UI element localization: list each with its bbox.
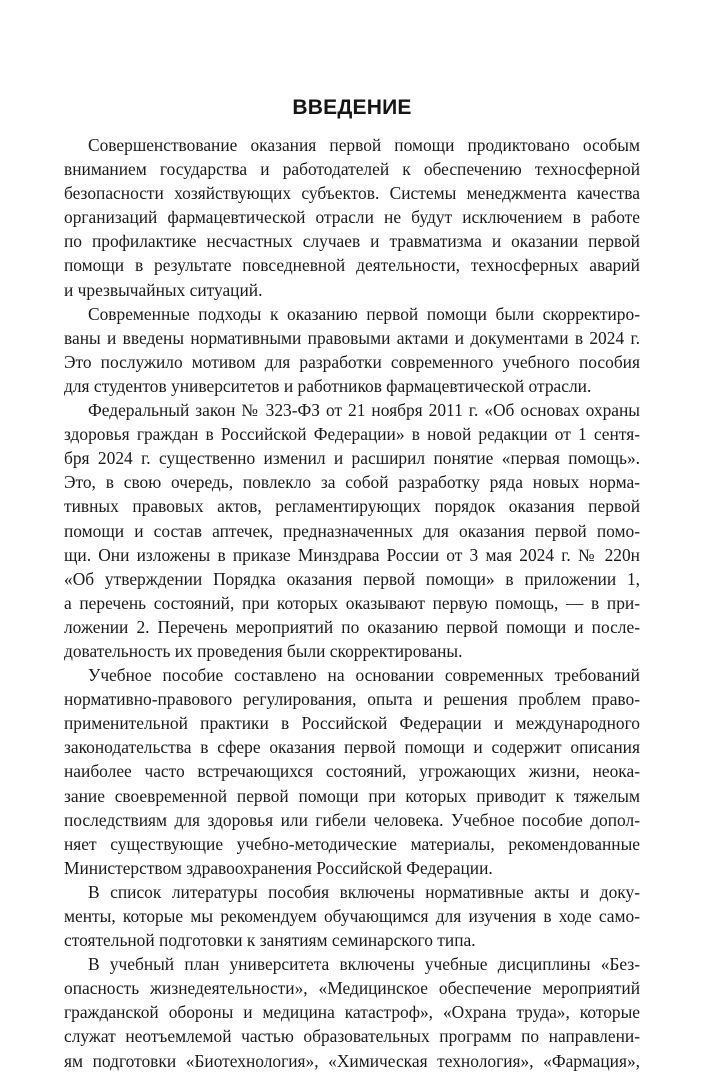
text-line: стоятельной подготовки к занятиям семинарского типа. — [64, 930, 476, 951]
text-line: менты, которые мы рекомендуем обучающимся для изучения в ходе само- — [64, 906, 640, 926]
text-line: няет существующие учебно-методические материалы, рекомендованные — [64, 833, 640, 854]
text-line: и чрезвычайных ситуаций. — [64, 279, 263, 300]
text-line: Это послужило мотивом для разработки современного учебного пособия — [64, 351, 640, 372]
paragraph-2 — [64, 302, 640, 398]
text-line: служат неотъемлемой частью образовательных программ по направлени- — [64, 1026, 640, 1047]
text-line: В учебный план университета включены учебные дисциплины «Без- — [88, 954, 640, 975]
page-title: ВВЕДЕНИЕ — [292, 96, 412, 119]
text-line: В список литературы пособия включены нормативные акты и доку- — [88, 881, 640, 902]
paragraph-6 — [64, 952, 640, 1072]
text-line: довательность их проведения были скорректированы. — [64, 640, 463, 661]
text-line: зание своевременной первой помощи при которых приводит к тяжелым — [64, 785, 640, 806]
text-line: применительной практики в Российской Федерации и международного — [64, 713, 640, 734]
text-line: последствиям для здоровья или гибели человека. Учебное пособие допол- — [64, 809, 640, 830]
text-line: по профилактике несчастных случаев и травматизма и оказании первой — [64, 231, 640, 252]
text-line: для студентов университетов и работников фармацевтической отрасли. — [64, 375, 592, 396]
text-line: законодательства в сфере оказания первой помощи и содержит описания — [64, 737, 640, 758]
text-line: помощи в результате повседневной деятельности, техносферных аварий — [64, 255, 640, 276]
text-line: «Об утверждении Порядка оказания первой помощи» в приложении 1, — [64, 568, 640, 589]
text-line: наиболее часто встречающихся состояний, угрожающих жизни, неока- — [64, 761, 640, 782]
body-text — [64, 133, 640, 1073]
text-line: опасность жизнедеятельности», «Медицинское обеспечение мероприятий — [64, 978, 640, 999]
text-line: гражданской обороны и медицина катастроф», «Охрана труда», которые — [64, 1002, 640, 1023]
text-line: Это, в свою очередь, повлекло за собой разработку ряда новых норма- — [64, 472, 640, 493]
text-line: Современные подходы к оказанию первой помощи были скорректиро- — [88, 303, 640, 324]
text-line: Федеральный закон № 323-ФЗ от 21 ноября 2011 г. «Об основах охраны — [88, 400, 640, 421]
text-line: а перечень состояний, при которых оказывают первую помощь, — в при- — [64, 592, 640, 613]
text-line: ложении 2. Перечень мероприятий по оказанию первой помощи и после- — [64, 616, 640, 637]
text-line: здоровья граждан в Российской Федерации» в новой редакции от 1 сентя- — [64, 424, 640, 445]
paragraph-1 — [64, 133, 640, 302]
text-line: вниманием государства и работодателей к обеспечению техносферной — [64, 159, 640, 180]
text-line: ваны и введены нормативными правовыми актами и документами в 2024 г. — [64, 327, 640, 348]
paragraph-5 — [64, 880, 640, 952]
text-line: тивных правовых актов, регламентирующих порядок оказания первой — [64, 496, 640, 517]
text-line: щи. Они изложены в приказе Минздрава России от 3 мая 2024 г. № 220н — [64, 544, 640, 565]
text-line: ям подготовки «Биотехнология», «Химическая технология», «Фармация», — [64, 1050, 640, 1071]
text-line: нормативно-правового регулирования, опыта и решения проблем право- — [64, 689, 640, 710]
paragraph-3 — [64, 398, 640, 663]
text-line: Учебное пособие составлено на основании современных требований — [88, 665, 640, 686]
text-line: безопасности хозяйствующих субъектов. Системы менеджмента качества — [64, 183, 640, 204]
paragraph-4 — [64, 663, 640, 880]
text-line: помощи и состав аптечек, предназначенных для оказания первой помо- — [64, 520, 640, 541]
text-line: бря 2024 г. существенно изменил и расширил понятие «первая помощь». — [64, 448, 640, 469]
text-line: Совершенствование оказания первой помощи продиктовано особым — [88, 135, 640, 155]
text-line: Министерством здравоохранения Российской Федерации. — [64, 857, 493, 878]
text-line: организаций фармацевтической отрасли не будут исключением в работе — [64, 207, 640, 228]
